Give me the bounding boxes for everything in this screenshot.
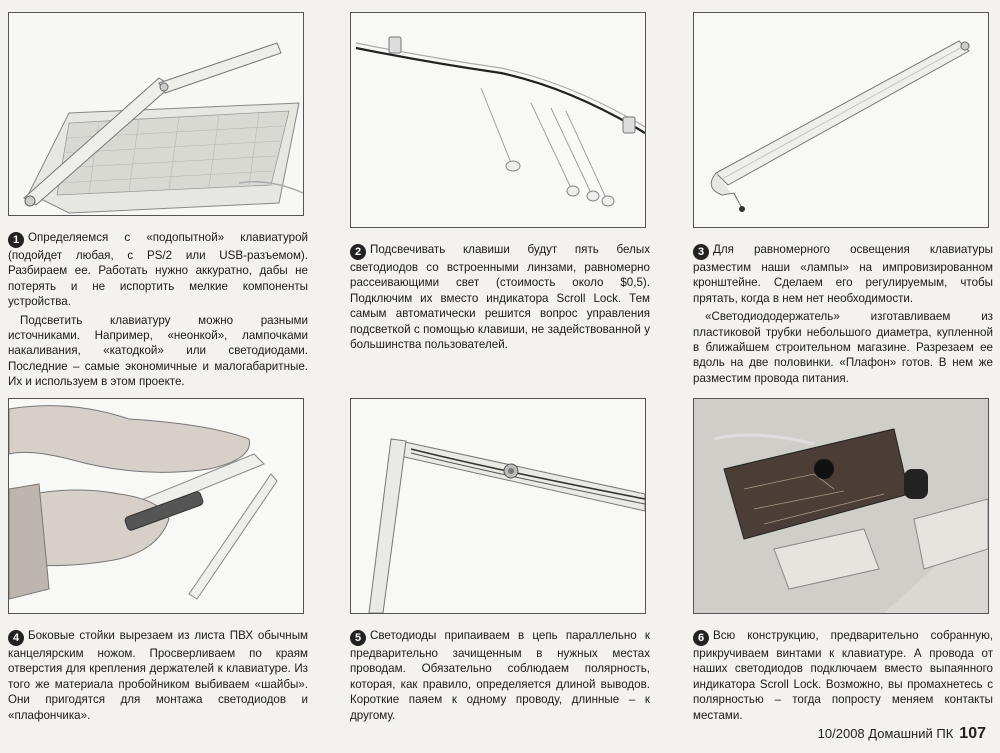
cutting-illustration — [9, 399, 303, 613]
leds-wires-illustration — [351, 13, 645, 227]
issue-label: 10/2008 Домашний ПК — [817, 726, 954, 741]
step-6-paragraph-1: Всю конструкцию, предварительно собранную, прикручиваем винтами к клавиатуре. А провода от наших светодиодов подключаем вместо выпаянного индикатора Scroll Lock. Возможно, вы промахнетесь с полярностью – тогда попросту меняем контакты местами. — [693, 629, 993, 722]
tube-holder-illustration — [694, 13, 988, 227]
photo-leds-on-wires — [350, 12, 646, 228]
step-2 — [350, 12, 650, 352]
step-6 — [693, 398, 993, 723]
step-number-badge: 6 — [693, 630, 709, 646]
page-number: 107 — [959, 725, 986, 742]
step-4-paragraph-1: Боковые стойки вырезаем из листа ПВХ обычным канцелярским ножом. Просверливаем по краям отверстия для крепления держателей к клавиатуре. Из того же материала пробойником выбиваем «шайбы». Они пригодятся для монтажа светодиодов и «плафончика». — [8, 629, 308, 722]
circuit-board-illustration — [694, 399, 988, 613]
soldered-led-illustration — [351, 399, 645, 613]
step-5-caption — [350, 628, 650, 723]
step-3-paragraph-1: Для равномерного освещения клавиатуры разместим наши «лампы» на импровизированном кронштейне. Сделаем его регулируемым, чтобы прятать, когда в нем нет необходимости. — [693, 243, 993, 305]
step-1-paragraph-1: Определяемся с «подопытной» клавиатурой (подойдет любая, с PS/2 или USB-разъемом). Разбираем ее. Работать нужно аккуратно, дабы не потерять и не испортить мелкие компоненты устройства. — [8, 231, 308, 309]
photo-cutting-pvc-sheet — [8, 398, 304, 614]
keyboard-illustration — [9, 13, 303, 215]
step-1-paragraph-2: Подсветить клавиатуру можно разными источниками. Например, «неонкой», лампочками накаливания, «катодкой» или светодиодами. Последние – самые экономичные и малогабаритные. Их и используем в этом проекте. — [8, 313, 308, 389]
step-6-caption — [693, 628, 993, 723]
step-4-caption — [8, 628, 308, 723]
step-3 — [693, 12, 993, 386]
step-1 — [8, 12, 308, 390]
step-3-paragraph-2: «Светодиододержатель» изготавливаем из пластиковой трубки небольшого диаметра, купленной в ближайшем строительном магазине. Разрезаем ее вдоль на две половинки. «Плафон» готов. В нем же разместим провода питания. — [693, 310, 993, 385]
photo-keyboard-with-bracket — [8, 12, 304, 216]
step-2-caption — [350, 242, 650, 352]
step-number-badge: 1 — [8, 232, 24, 248]
step-5 — [350, 398, 650, 723]
photo-led-soldered-to-wires — [350, 398, 646, 614]
step-number-badge: 3 — [693, 244, 709, 260]
step-1-caption — [8, 230, 308, 390]
step-3-caption — [693, 242, 993, 386]
page-footer — [818, 725, 986, 743]
step-2-paragraph-1: Подсвечивать клавиши будут пять белых светодиодов со встроенными линзами, равномерно рассеивающими свет (стоимость около $0,5). Подключим их вместо индикатора Scroll Lock. Тем самым автоматически решится вопрос управления подсветкой с помощью клавиши, не задействованной у большинства пользователей. — [350, 243, 650, 352]
photo-keyboard-circuit-board — [693, 398, 989, 614]
step-5-paragraph-1: Светодиоды припаиваем в цепь параллельно к предварительно зачищенным в нужных местах проводам. Обязательно соблюдаем полярность, которая, как правило, определяется длиной выводов. Короткие паяем к одному проводу, длинные – к другому. — [350, 629, 650, 722]
step-4 — [8, 398, 308, 723]
step-number-badge: 5 — [350, 630, 366, 646]
step-number-badge: 2 — [350, 244, 366, 260]
photo-plastic-tube-holder — [693, 12, 989, 228]
step-number-badge: 4 — [8, 630, 24, 646]
